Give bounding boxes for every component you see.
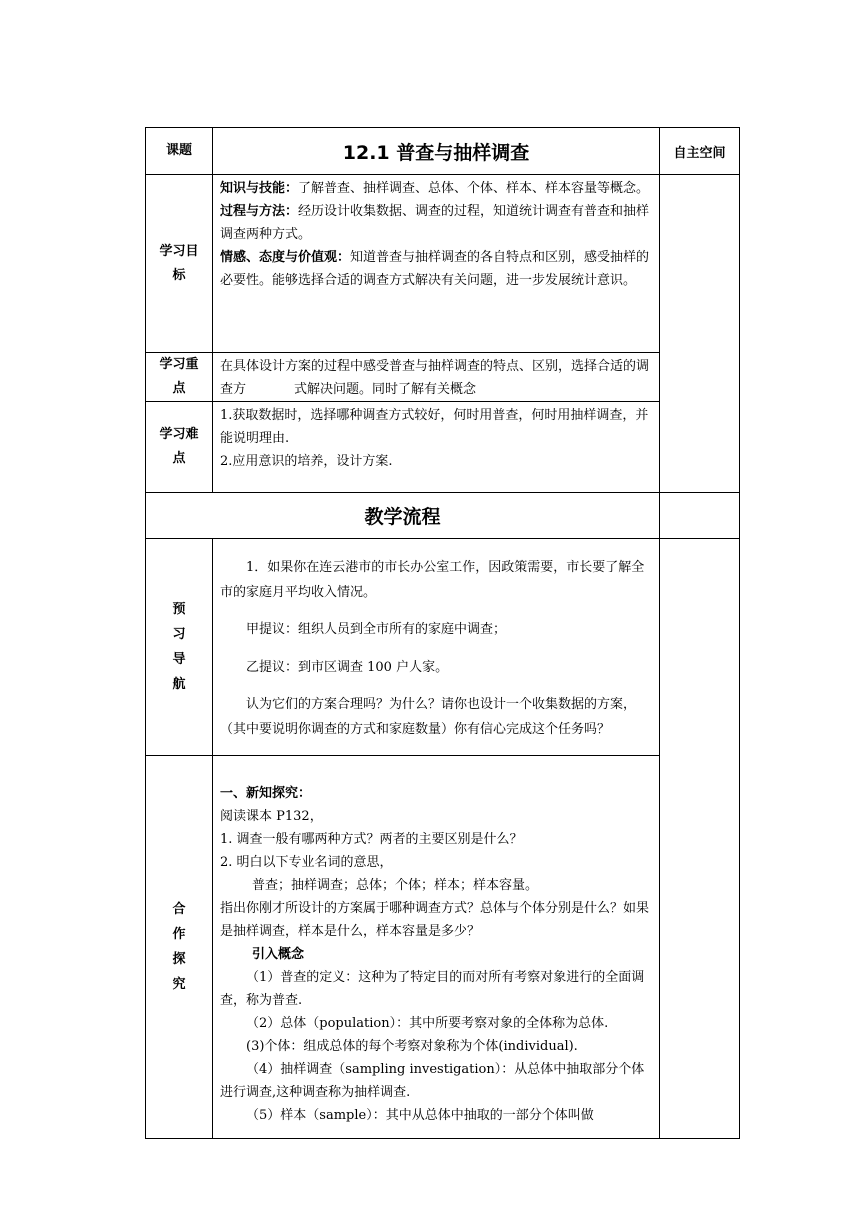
preview-label: 预 习 导 航 — [146, 539, 213, 756]
explore-question-1: 1. 调查一般有哪两种方式？两者的主要区别是什么？ — [220, 832, 523, 847]
objectives-label-line1: 学习目 — [159, 243, 199, 259]
concept-title: 引入概念 — [252, 947, 305, 962]
explore-question: 指出你刚才所设计的方案属于哪种调查方式？总体与个体分别是什么？如果是抽样调查，样本是什么，样本容量是多少？ — [220, 901, 650, 939]
difficulties-label-line1: 学习难 — [159, 427, 199, 442]
key-points-text-b: 式解决问题。同时了解有关概念 — [294, 382, 477, 397]
objective-item: 情感、态度与价值观：知道普查与抽样调查的各自特点和区别，感受抽样的必要性。能够选择合适的调查方式解决有关问题，进一步发展统计意识。 — [220, 250, 650, 288]
concept-definition: （4）抽样调查（sampling investigation）：从总体中抽取部分个体进行调查,这种调查称为抽样调查. — [220, 1062, 645, 1100]
difficulties-content — [213, 402, 660, 493]
explore-read: 阅读课本 P132， — [220, 809, 323, 824]
explore-row — [146, 756, 740, 1139]
preview-paragraph: 甲提议：组织人员到全市所有的家庭中调查； — [246, 622, 507, 637]
explore-label: 合 作 探 究 — [146, 756, 213, 1139]
objectives-label-line2: 标 — [172, 267, 186, 283]
preview-row — [146, 539, 740, 756]
preview-paragraph: 1．如果你在连云港市的市长办公室工作，因政策需要，市长要了解全市的家庭月平均收入情况。 — [220, 560, 645, 600]
self-space-cell-lower — [660, 539, 740, 1139]
key-points-label-line2: 点 — [172, 381, 186, 396]
key-points-label — [146, 353, 213, 402]
flow-title-side-cell — [660, 493, 740, 539]
explore-question-2: 2. 明白以下专业名词的意思， — [220, 855, 393, 870]
self-space-cell — [660, 175, 740, 493]
concept-definition: （1）普查的定义：这种为了特定目的而对所有考察对象进行的全面调查，称为普查. — [220, 970, 645, 1008]
objectives-row — [146, 175, 740, 353]
key-points-row — [146, 353, 740, 402]
difficulty-item: 2.应用意识的培养，设计方案. — [220, 454, 393, 469]
preview-paragraph: 认为它们的方案合理吗？为什么？请你也设计一个收集数据的方案，（其中要说明你调查的方式和家庭数量）你有信心完成这个任务吗？ — [220, 697, 637, 737]
difficulty-item: 1.获取数据时，选择哪种调查方式较好，何时用普查，何时用抽样调查，并能说明理由. — [220, 408, 649, 446]
explore-content — [213, 756, 660, 1139]
concept-definition: （2）总体（population）：其中所要考察对象的全体称为总体. — [246, 1016, 609, 1031]
key-points-content — [213, 353, 660, 402]
flow-title-row — [146, 493, 740, 539]
self-space-label: 自主空间 — [660, 128, 740, 175]
explore-section-title: 一、新知探究： — [220, 786, 312, 801]
lesson-title: 12.1 普查与抽样调查 — [213, 128, 660, 175]
difficulties-label — [146, 402, 213, 493]
preview-content — [213, 539, 660, 756]
objective-item: 知识与技能：了解普查、抽样调查、总体、个体、样本、样本容量等概念。 — [220, 181, 650, 196]
difficulties-row — [146, 402, 740, 493]
objectives-label — [146, 175, 213, 353]
lesson-plan-table — [145, 127, 740, 1139]
key-points-text-a: 在具体设计方案的过程中感受普查与抽样调查的特点、区别，选择合适的调查方 — [220, 359, 650, 397]
concept-definition: （5）样本（sample）：其中从总体中抽取的一部分个体叫做 — [246, 1108, 594, 1123]
topic-label: 课题 — [146, 128, 213, 175]
header-row — [146, 128, 740, 175]
key-points-label-line1: 学习重 — [159, 357, 199, 372]
concept-definition: (3)个体：组成总体的每个考察对象称为个体(individual). — [246, 1039, 578, 1054]
explore-terms: 普查；抽样调查；总体；个体；样本；样本容量。 — [252, 878, 539, 893]
difficulties-label-line2: 点 — [172, 451, 186, 466]
objective-item: 过程与方法：经历设计收集数据、调查的过程，知道统计调查有普查和抽样调查两种方式。 — [220, 204, 650, 242]
flow-title: 教学流程 — [146, 493, 660, 539]
objectives-content — [213, 175, 660, 353]
preview-paragraph: 乙提议：到市区调查 100 户人家。 — [246, 659, 449, 675]
